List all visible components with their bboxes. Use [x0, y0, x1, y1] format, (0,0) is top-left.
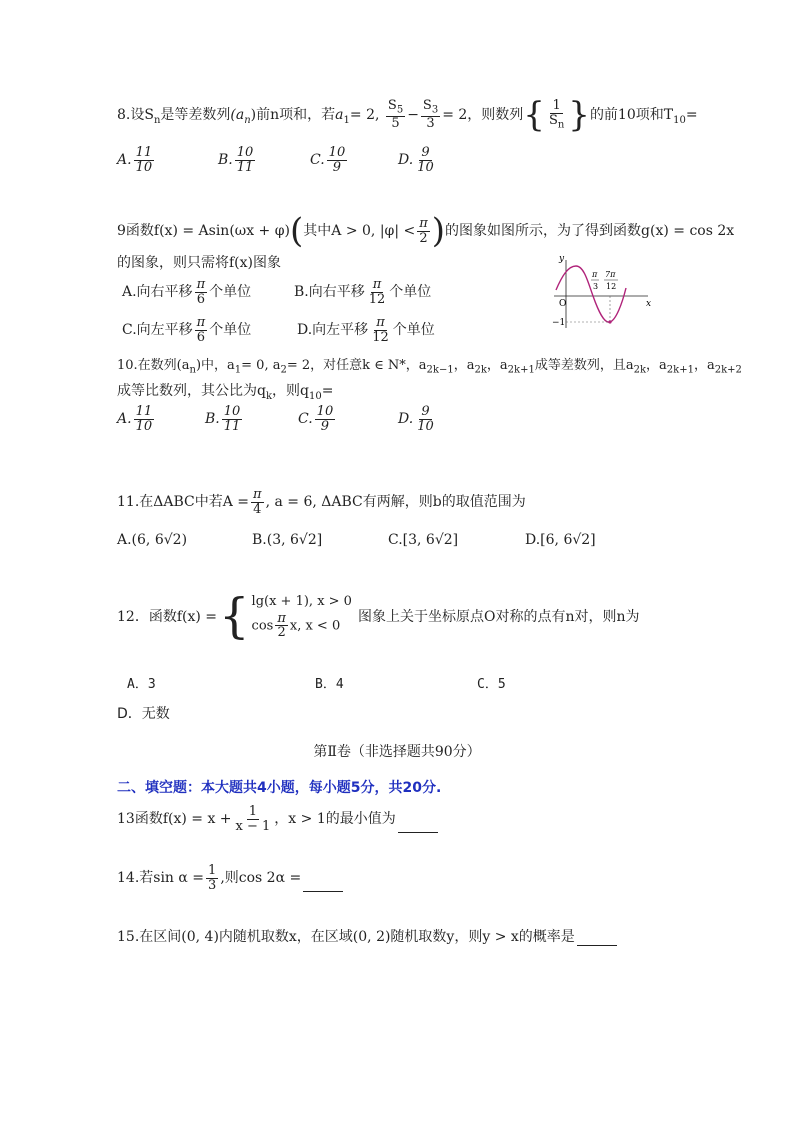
q8-sn: S [548, 112, 558, 128]
q10-sub: 2k [474, 364, 487, 376]
q8-s3: S [422, 98, 432, 114]
q11-option-a: A.(6, 6√2) [117, 532, 188, 548]
q11-option-b: B.(3, 6√2] [252, 532, 323, 548]
q10-opt-num: 10 [316, 404, 334, 419]
q10-t9: ，a [693, 358, 715, 373]
q10-l2a: 成等比数列，其公比为q [117, 383, 266, 399]
question-10-line2 [117, 380, 333, 402]
q11-option-d: D.[6, 6√2] [525, 532, 596, 548]
q8-opt-den: 10 [417, 159, 434, 175]
q8-frac-s5 [386, 99, 405, 131]
q9-option-a [122, 278, 251, 306]
q8-minus: − [407, 107, 419, 123]
q12-option-a: A．3 [127, 677, 156, 692]
q8-five: 5 [391, 116, 400, 132]
q10-opt-num: 9 [421, 404, 430, 419]
q8-opt-letter: B. [218, 152, 233, 169]
q9-opt-pi: π [196, 277, 206, 292]
q8-a1val: = 2, [349, 107, 380, 123]
q8-three: 3 [426, 116, 435, 132]
q9-opt-pi: π [196, 315, 206, 330]
q8-opt-num: 10 [328, 145, 346, 160]
q12-cos: cos [251, 618, 274, 634]
q8-option-b [218, 146, 257, 174]
graph-x-label: x [646, 299, 652, 309]
q12-cases [252, 592, 352, 640]
q8-opt-letter: D. [398, 152, 414, 169]
q8-frac-1sn [547, 99, 566, 131]
q10-opt-letter: D. [398, 411, 414, 428]
q9-opt-unit: 个单位 [209, 284, 252, 301]
q9-opt-den: 12 [372, 329, 389, 345]
q8-sub10: 10 [673, 114, 686, 126]
q9-opt-unit: 个单位 [389, 284, 432, 301]
q12-brace: { [219, 588, 250, 644]
graph-neg1-label: −1 [552, 318, 566, 328]
q9-opt-frac [370, 316, 391, 344]
q10-sub: 2k−1 [426, 364, 454, 376]
q15-answer-blank [577, 945, 617, 946]
q10-sub: 2k+1 [666, 364, 694, 376]
question-15 [117, 926, 617, 946]
q14-answer-blank [303, 891, 343, 892]
q9-desc: 的图象如图所示，为了得到函数g(x) = cos 2x [445, 223, 735, 239]
question-14 [117, 864, 343, 892]
q8-option-d [398, 146, 438, 174]
q9-line2: 的图象，则只需将f(x)图象 [117, 255, 282, 271]
question-9-line2 [117, 252, 281, 272]
question-12 [117, 588, 640, 644]
q9-option-c [122, 316, 251, 344]
q8-seq-sub: n [244, 114, 251, 126]
q9-opt-pi: π [372, 277, 382, 292]
q8-opt-den: 10 [135, 159, 153, 175]
graph-tick2-den: 12 [606, 282, 617, 291]
q14-den: 3 [208, 877, 217, 893]
q10-option-d [398, 405, 438, 433]
q13-answer-blank [398, 832, 438, 833]
q9-pi: π [419, 215, 428, 231]
q8-frac-s3 [421, 99, 440, 131]
q10-sub: k [265, 390, 273, 402]
q10-opt-den: 11 [223, 418, 241, 434]
q8-opt-frac [235, 146, 256, 174]
graph-min-point [608, 320, 611, 323]
q8-opt-den: 9 [332, 159, 342, 175]
q10-l2b: ，则q [272, 383, 309, 399]
q10-opt-frac [134, 405, 155, 433]
q8-opt-num: 11 [135, 145, 153, 160]
q10-t7: 成等差数列，且a [534, 358, 634, 373]
question-9-line1: 9函数f(x) = Asin(ωx + φ)(其中A > 0, |φ| < $\frac{\pi}{2}$ )的图象如图所示，为了得到函数g(x) = cos 2x [117, 211, 735, 251]
q10-opt-den: 10 [135, 418, 153, 434]
q10-option-a [117, 405, 156, 433]
q8-opt-num: 9 [421, 145, 430, 160]
q9-two: 2 [419, 230, 428, 246]
q12-option-d: D．无数 [117, 706, 170, 722]
q9-option-b [294, 278, 431, 306]
q8-a1-sub: 1 [343, 114, 350, 126]
q10-sub: 2 [280, 364, 287, 376]
q12-option-b: B．4 [315, 677, 344, 692]
q8-eq: = [685, 107, 698, 123]
q13-pre: 13函数f(x) = x + [117, 811, 232, 828]
q10-t4: = 2，对任意k ∈ N*，a [286, 358, 427, 373]
q8-option-a [117, 146, 156, 174]
q12-pre: 12．函数f(x) = [117, 609, 217, 625]
q9-cond: 其中A > 0, |φ| < [303, 223, 416, 239]
q9-opt-frac [195, 278, 208, 306]
q14-post: ,则cos 2α = [220, 870, 302, 887]
q10-t1: 10.在数列(a [117, 358, 190, 373]
q8-option-c [310, 146, 349, 174]
q8-text2: 前n项和，若 [256, 107, 336, 123]
q8-opt-den: 11 [236, 159, 254, 175]
q9-opt-den: 6 [196, 329, 206, 345]
q9-opt-pre: B.向右平移 [294, 284, 365, 301]
q10-t5: ，a [453, 358, 475, 373]
q12-two: 2 [277, 625, 286, 641]
q14-num: 1 [208, 863, 217, 878]
fill-in-heading: 二、填空题：本大题共4小题，每小题5分，共20分. [117, 780, 442, 796]
q10-t8: ，a [646, 358, 667, 373]
q13-den: x − 1 [235, 818, 271, 834]
q14-frac [206, 864, 218, 892]
q11-pre: 11.在ΔABC中若A = [117, 494, 250, 511]
graph-y-label: y [559, 254, 565, 264]
q8-opt-letter: A. [117, 152, 132, 169]
q14-pre: 14.若sin α = [117, 870, 205, 887]
q13-post: ，x > 1的最小值为 [274, 811, 396, 828]
q8-opt-num: 10 [236, 145, 254, 160]
question-13 [117, 805, 438, 833]
q15-text: 15.在区间(0, 4)内随机取数x，在区域(0, 2)随机取数y，则y > x的概率是 [117, 929, 575, 945]
q13-num: 1 [248, 804, 258, 819]
q13-frac [234, 805, 273, 833]
q12-post: 图象上关于坐标原点O对称的点有n对，则n为 [357, 609, 640, 625]
question-10-line1 [117, 354, 742, 376]
question-8: 8.设$S_n$是等差数列$(a_n)$前n项和，若$a_1= 2$, $\frac{S_5}{5}$ − $\frac{S_3}{3}$ = 2，则数列{ $\frac{1}{S_n}$ }的前10项和$T_{10}=$ [117, 95, 698, 135]
q11-option-c: C.[3, 6√2] [388, 532, 459, 548]
q9-opt-frac [367, 278, 388, 306]
q8-seq-close: ) [250, 107, 257, 123]
q12-option-c: C．5 [477, 677, 506, 692]
q11-pi-4 [251, 488, 264, 516]
q10-opt-frac [315, 405, 336, 433]
q8-text3: 的前10项和T [589, 107, 674, 123]
q8-a1: a [335, 107, 344, 123]
q10-opt-num: 11 [135, 404, 153, 419]
q10-opt-den: 10 [417, 418, 434, 434]
q8-prefix: 8.设S [117, 107, 154, 123]
q10-option-c [298, 405, 337, 433]
q9-opt-den: 6 [196, 291, 205, 307]
q9-func: 9函数f(x) = Asin(ωx + φ) [117, 223, 290, 239]
q10-l2c: = [321, 383, 334, 399]
q9-opt-pi: π [376, 315, 385, 330]
q8-sn-sub: n [557, 119, 565, 131]
q12-case1: lg(x + 1), x > 0 [251, 594, 352, 610]
q10-sub: 2k [633, 364, 647, 376]
q8-text1: 是等差数列 [160, 107, 231, 123]
q10-opt-letter: A. [117, 411, 132, 428]
q9-opt-den: 12 [368, 291, 386, 307]
q10-t3: = 0, a [241, 358, 281, 373]
graph-origin-label: O [559, 299, 567, 309]
q9-opt-unit: 个单位 [209, 322, 252, 339]
q10-sub: 2k+1 [507, 364, 535, 376]
q10-opt-letter: B. [205, 411, 220, 428]
q8-s3sub: 3 [431, 104, 439, 116]
q9-opt-unit: 个单位 [392, 322, 435, 339]
q8-s5: S [387, 98, 397, 114]
q11-four: 4 [253, 501, 262, 517]
q10-opt-num: 10 [223, 404, 241, 419]
q10-opt-frac [415, 405, 436, 433]
q9-opt-pre: C.向左平移 [122, 322, 193, 339]
q12-pi-half [275, 612, 288, 640]
q8-opt-letter: C. [310, 152, 325, 169]
graph-tick2-num: 7π [605, 270, 616, 279]
q8-s5sub: 5 [396, 104, 404, 116]
q9-opt-frac [195, 316, 208, 344]
q10-sub: 2k+2 [714, 364, 742, 376]
q12-case2 [252, 612, 352, 640]
q9-opt-pre: A.向右平移 [122, 284, 193, 301]
q9-sine-graph [548, 252, 658, 332]
q10-sub: 10 [309, 390, 322, 402]
q10-opt-letter: C. [298, 411, 313, 428]
q12-pi: π [277, 610, 286, 626]
q8-one: 1 [552, 98, 561, 114]
q8-opt-frac [134, 146, 155, 174]
question-11 [117, 488, 526, 516]
q11-post: , a = 6, ΔABC有两解，则b的取值范围为 [265, 494, 526, 511]
q10-opt-den: 9 [320, 418, 330, 434]
q8-sub: n [153, 114, 161, 126]
q8-seq: (a [230, 107, 245, 123]
q9-opt-pre: D.向左平移 [297, 322, 369, 339]
q10-sub: 1 [234, 364, 242, 376]
section-title: 第Ⅱ卷（非选择题共90分） [313, 744, 481, 760]
graph-tick1-den: 3 [593, 282, 599, 291]
q9-option-d [297, 316, 435, 344]
graph-sine-curve [556, 266, 626, 322]
q10-sub: n [189, 364, 196, 376]
q12-case2b: x, x < 0 [289, 618, 341, 634]
q10-option-b [205, 405, 244, 433]
q11-pi: π [253, 487, 262, 502]
q8-opt-frac [415, 146, 436, 174]
q8-eq2: = 2，则数列 [442, 107, 524, 123]
q10-opt-frac [222, 405, 243, 433]
graph-tick1-num: π [592, 270, 598, 279]
q9-pi-half [417, 217, 430, 245]
q8-opt-frac [327, 146, 348, 174]
q10-t6: ，a [486, 358, 508, 373]
q10-t2: )中，a [195, 358, 235, 373]
